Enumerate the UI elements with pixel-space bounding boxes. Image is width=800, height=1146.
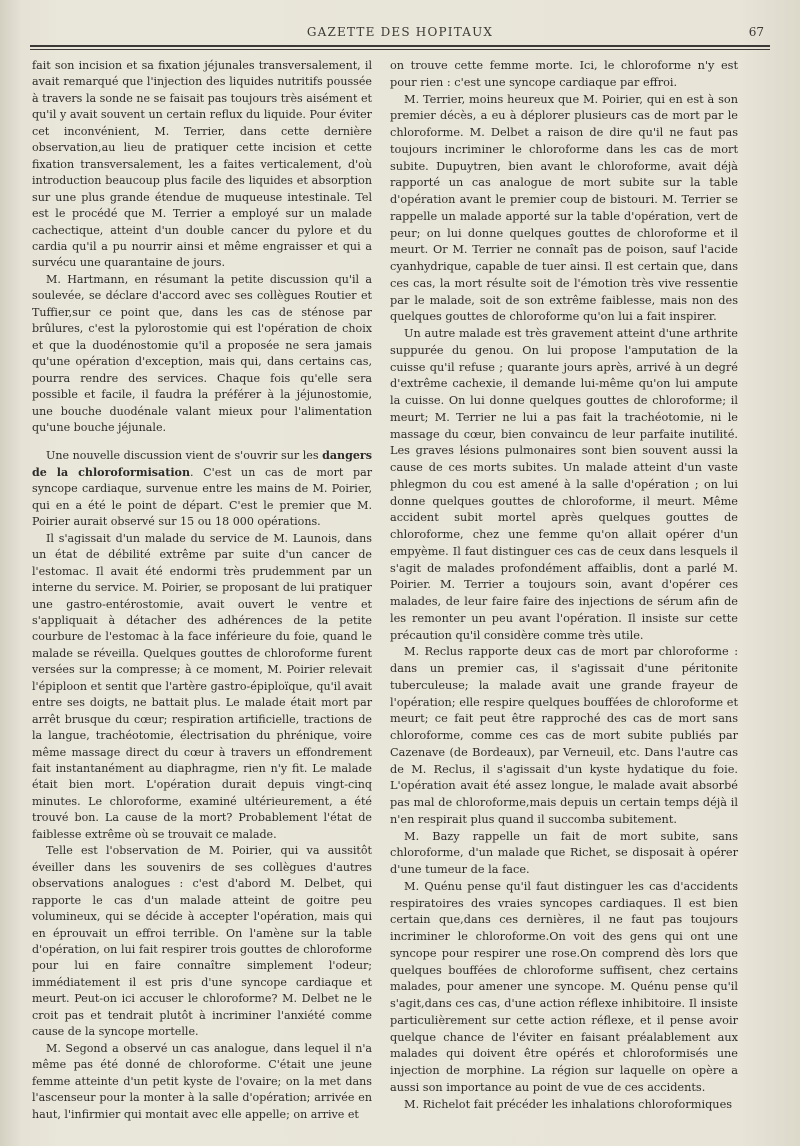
paragraph: M. Hartmann, en résumant la petite discussion qu'il a soulevée, se déclare d'accord avec ses collègues Routier et Tuffier,sur ce point que, dans les cas de sténose par brûlures, c'est la pylorostomie qui est l'opération de choix et que la duodénostomie qu'il a proposée ne sera jamais qu'une opération d'exception, mais qui, dans certains cas, pourra rendre des services. Chaque fois qu'elle sera possible et facile, il faudra la préférer à la jéjunostomie, une bouche duodénale valant mieux pour l'alimentation qu'une bouche jéjunale. bbox=[32, 272, 372, 434]
page-number: 67 bbox=[748, 25, 764, 39]
paragraph: Il s'agissait d'un malade du service de M. Launois, dans un état de débilité extrême par suite d'un cancer de l'estomac. Il avait été endormi très prudemment par un interne du service. M. Poirier, se proposant de lui pratiquer une gastro-entérostomie, avait ouvert le ventre et s'appliquait à détacher des adhérences de la petite courbure de l'estomac à la face inférieure du foie, quand le malade se réveilla. Quelques gouttes de chloroforme furent versées sur la compresse; à ce moment, M. Poirier relevait l'épiploon et sentit que l'artère gastro-épiploïque, qu'il avait entre ses doigts, ne battait plus. Le malade était mort par arrêt brusque du cœur; respiration artificielle, tractions de la langue, trachéotomie, électrisation du phrénique, voire même massage direct du cœur à travers un effondrement fait instantanément au diaphragme, rien n'y fit. Le malade était bien mort. L'opération durait depuis vingt-cinq minutes. Le chloroforme, examiné ultérieurement, a été trouvé bon. La cause de la mort? Probablement l'état de faiblesse extrême où se trouvait ce malade. bbox=[32, 531, 372, 841]
paragraph: M. Terrier, moins heureux que M. Poirier, qui en est à son premier décès, a eu à déplorer plusieurs cas de mort par le chloroforme. M. Delbet a raison de dire qu'il ne faut pas toujours incriminer le chloroforme dans les cas de mort subite. Dupuytren, bien avant le chloroforme, avait déjà rapporté un cas analogue de mort subite sur la table d'opération avant le premier coup de bistouri. M. Terrier se rappelle un malade apporté sur la table d'opération, vert de peur; on lui donne quelques gouttes de chloroforme et il meurt. Or M. Terrier ne connaît pas de poison, sauf l'acide cyanhydrique, capable de tuer ainsi. Il est certain que, dans ces cas, la mort résulte soit de l'émotion très vive ressentie par le malade, soit de son extrême faiblesse, mais non des quelques gouttes de chloroforme qu'on lui a fait inspirer. bbox=[390, 92, 738, 324]
paragraph: M. Reclus rapporte deux cas de mort par chloroforme : dans un premier cas, il s'agissait d'une péritonite tuberculeuse; la malade avait une grande frayeur de l'opération; elle respire quelques bouffées de chloroforme et meurt; ce fait peut être rapproché des cas de mort sans chloroforme, comme ces cas de mort subite publiés par Cazenave (de Bordeaux), par Verneuil, etc. Dans l'autre cas de M. Reclus, il s'agissait d'un kyste hydatique du foie. L'opération avait été assez longue, le malade avait absorbé pas mal de chloroforme,mais depuis un certain temps déjà il n'en respirait plus quand il succomba subitement. bbox=[390, 645, 738, 826]
paragraph: M. Richelot fait précéder les inhalations chloroformiques bbox=[404, 1097, 733, 1111]
paragraph: M. Bazy rappelle un fait de mort subite, sans chloroforme, d'un malade que Richet, se disposait à opérer d'une tumeur de la face. bbox=[390, 829, 738, 876]
left-column bbox=[32, 58, 372, 1123]
journal-title: GAZETTE DES HOPITAUX bbox=[306, 25, 494, 39]
paragraph bbox=[32, 448, 372, 530]
paragraph-text: . C'est un cas de mort par syncope cardiaque, survenue entre les mains de M. Poirier, qui en a été le point de départ. C'est le premier que M. Poirier aurait observé sur 15 ou 18 000 opérations. bbox=[32, 465, 372, 529]
paragraph: M. Quénu pense qu'il faut distinguer les cas d'accidents respiratoires des vraies syncopes cardiaques. Il est bien certain que,dans ces dernières, il ne faut pas toujours incriminer le chloroforme.On voit des gens qui ont une syncope pour respirer une rose.On comprend dès lors que quelques bouffées de chloroforme suffisent, chez certains malades, pour amener une syncope. M. Quénu pense qu'il s'agit,dans ces cas, d'une action réflexe inhibitoire. Il insiste particulièrement sur cette action réflexe, et il pense avoir quelque chance de l'éviter en faisant préalablement aux malades qui doivent être opérés et chloroformisés une injection de morphine. La région sur laquelle on opère a aussi son importance au point de vue de ces accidents. bbox=[390, 879, 738, 1094]
right-column bbox=[390, 58, 738, 1113]
paragraph: Un autre malade est très gravement atteint d'une arthrite suppurée du genou. On lui propose l'amputation de la cuisse qu'il refuse ; quarante jours après, arrivé à un degré d'extrême cachexie, il demande lui-même qu'on lui ampute la cuisse. On lui donne quelques gouttes de chloroforme; il meurt; M. Terrier ne lui a pas fait la trachéotomie, ni le massage du cœur, bien convaincu de leur parfaite inutilité. Les graves lésions pulmonaires sont bien souvent aussi la cause de ces morts subites. Un malade atteint d'un vaste phlegmon du cou est amené à la salle d'opération ; on lui donne quelques gouttes de chloroforme, il meurt. Même accident subit mortel après quelques gouttes de chloroforme, chez une femme qu'on allait opérer d'un empyème. Il faut distinguer ces cas de ceux dans lesquels il s'agit de malades profondément affaiblis, dont a parlé M. Poirier. M. Terrier a toujours soin, avant d'opérer ces malades, de leur faire faire des injections de sérum afin de les remonter un peu avant l'opération. Il insiste sur cette précaution qu'il considère comme très utile. bbox=[390, 327, 738, 642]
paragraph: M. Segond a observé un cas analogue, dans lequel il n'a même pas été donné de chloroforme. C'était une jeune femme atteinte d'un petit kyste de l'ovaire; on la met dans l'ascenseur pour la monter à la salle d'opération; arrivée en haut, l'infirmier qui montait avec elle appelle; on arrive et bbox=[32, 1041, 372, 1121]
page-header bbox=[30, 22, 770, 44]
paragraph: Telle est l'observation de M. Poirier, qui va aussitôt éveiller dans les souvenirs de ses collègues d'autres observations analogues : c'est d'abord M. Delbet, qui rapporte le cas d'un malade atteint de goitre peu volumineux, qui se décide à accepter l'opération, mais qui en éprouvait un effroi terrible. On l'amène sur la table d'opération, on lui fait respirer trois gouttes de chloroforme pour lui en faire connaître simplement l'odeur; immédiatement il est pris d'une syncope cardiaque et meurt. Peut-on ici accuser le chloroforme? M. Delbet ne le croit pas et tendrait plutôt à incriminer l'anxiété comme cause de la syncope mortelle. bbox=[32, 844, 372, 1039]
paragraph-text: Une nouvelle discussion vient de s'ouvrir sur les bbox=[46, 449, 323, 463]
header-rule bbox=[30, 45, 770, 50]
bold-topic: dangers de la chloroformisation bbox=[32, 449, 372, 479]
paragraph: on trouve cette femme morte. Ici, le chloroforme n'y est pour rien : c'est une syncope cardiaque par effroi. bbox=[390, 59, 738, 89]
paragraph: fait son incision et sa fixation jéjunales transversalement, il avait remarqué que l'injection des liquides nutritifs poussée à travers la sonde ne se faisait pas toujours très aisément et qu'il y avait souvent un certain reflux du liquide. Pour éviter cet inconvénient, M. Terrier, dans cette dernière observation,au lieu de pratiquer cette incision et cette fixation transversalement, les a faites verticalement, d'où introduction beaucoup plus facile des liquides et absorption sur une plus grande étendue de muqueuse intestinale. Tel est le procédé que M. Terrier a employé sur un malade cachectique, atteint d'un double cancer du pylore et du cardia qu'il a pu nourrir ainsi et même engraisser et qui a survécu une quarantaine de jours. bbox=[32, 59, 372, 270]
